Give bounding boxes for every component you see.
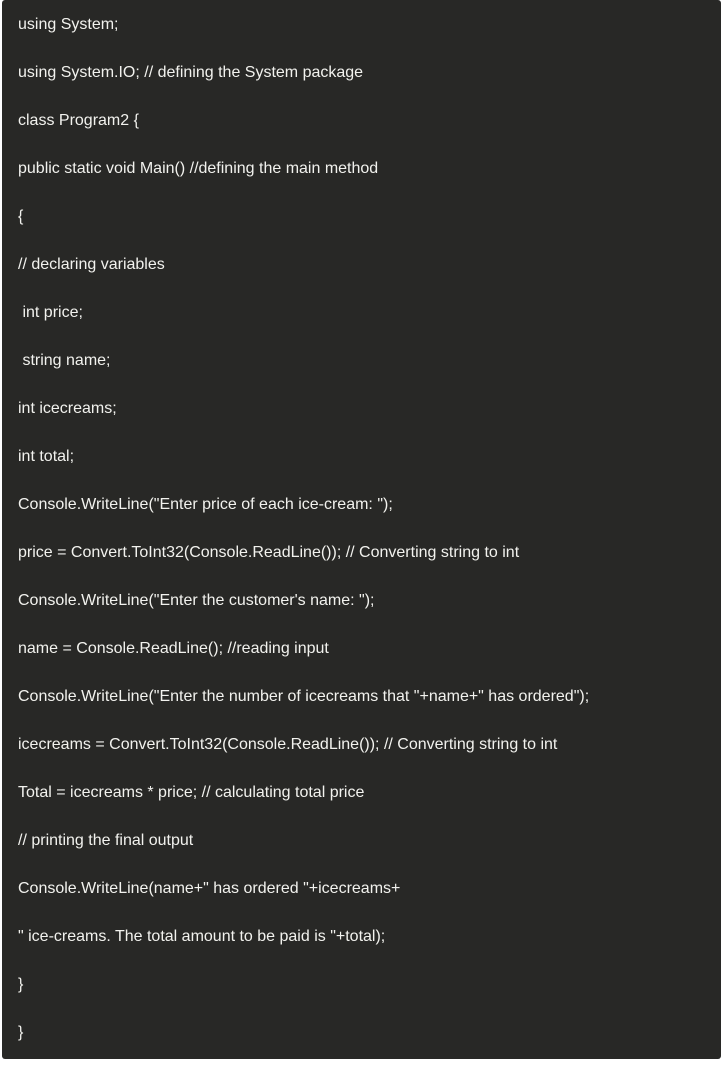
code-line-20: " ice-creams. The total amount to be paid is "+total); [18,928,386,945]
code-line-21: } [18,976,24,993]
code-block [2,0,721,1059]
code-line-10: int total; [18,448,75,465]
code-line-18: // printing the final output [18,832,194,849]
code-line-4: public static void Main() //defining the main method [18,160,379,177]
code-line-8: string name; [18,352,111,369]
code-line-5: { [18,208,24,225]
code-line-12: price = Convert.ToInt32(Console.ReadLine()); // Converting string to int [18,544,520,561]
code-line-3: class Program2 { [18,112,139,129]
code-line-9: int icecreams; [18,400,117,417]
code-line-13: Console.WriteLine("Enter the customer's name: "); [18,592,375,609]
code-line-6: // declaring variables [18,256,165,273]
code-line-2: using System.IO; // defining the System package [18,64,364,81]
code-line-7: int price; [18,304,83,321]
code-line-14: name = Console.ReadLine(); //reading input [18,640,329,657]
code-line-16: icecreams = Convert.ToInt32(Console.ReadLine()); // Converting string to int [18,736,558,753]
code-line-1: using System; [18,16,119,33]
code-line-11: Console.WriteLine("Enter price of each ice-cream: "); [18,496,393,513]
code-line-22: } [18,1024,24,1041]
code-line-15: Console.WriteLine("Enter the number of icecreams that "+name+" has ordered"); [18,688,590,705]
code-line-17: Total = icecreams * price; // calculating total price [18,784,365,801]
code-line-19: Console.WriteLine(name+" has ordered "+icecreams+ [18,880,401,897]
